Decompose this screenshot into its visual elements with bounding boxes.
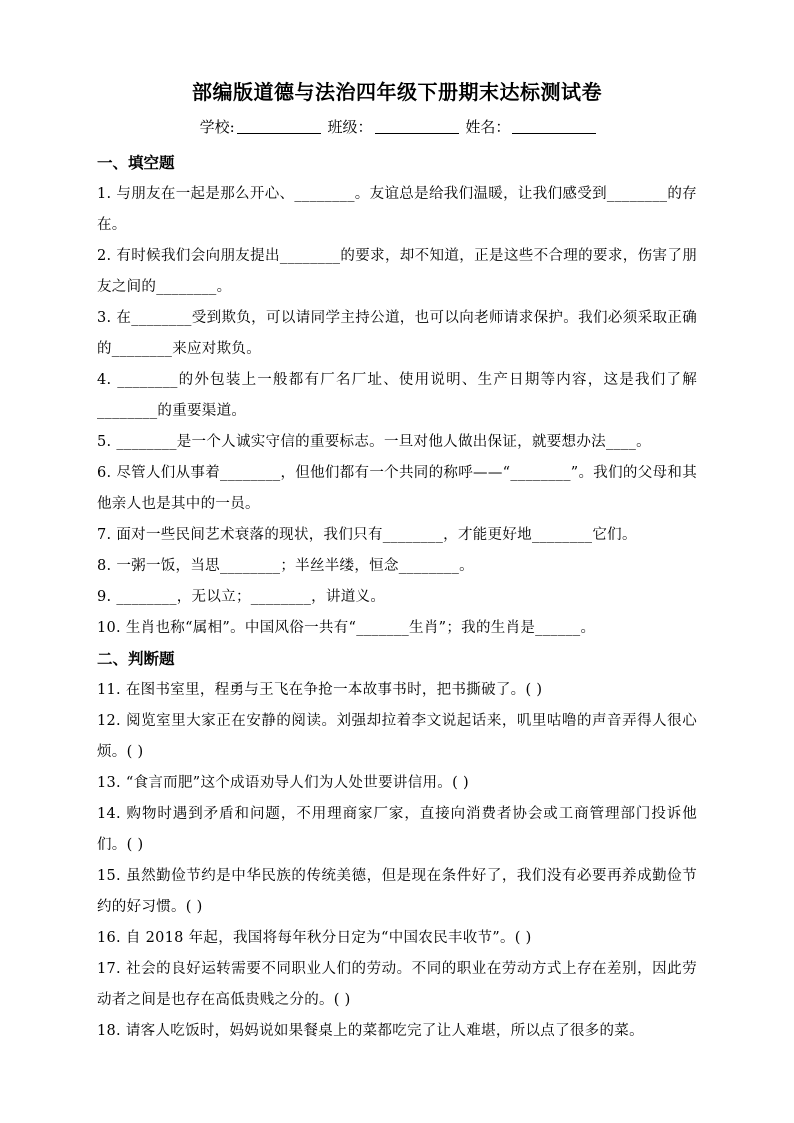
- section-heading-fill-in: 一、填空题: [97, 154, 175, 172]
- question-6: 6. 尽管人们从事着________，但他们都有一个共同的称呼——“________”。我们的父母和其他亲人也是其中的一员。: [97, 465, 697, 512]
- name-label: 姓名：: [465, 118, 511, 136]
- question-17: 17. 社会的良好运转需要不同职业人们的劳动。不同的职业在劳动方式上存在差别，因此劳动者之间是也存在高低贵贱之分的。( ): [97, 961, 697, 1008]
- question-12: 12. 阅览室里大家正在安静的阅读。刘强却拉着李文说起话来，叽里咕噜的声音弄得人很心烦。( ): [97, 713, 697, 760]
- document-title: 部编版道德与法治四年级下册期末达标测试卷: [192, 80, 602, 104]
- exam-content: [97, 148, 697, 1047]
- question-4: 4. ________的外包装上一般都有厂名厂址、使用说明、生产日期等内容，这是我们了解________的重要渠道。: [97, 372, 697, 419]
- question-14: 14. 购物时遇到矛盾和问题，不用理商家厂家，直接向消费者协会或工商管理部门投诉他们。( ): [97, 806, 697, 853]
- school-label: 学校:: [199, 118, 235, 136]
- question-9: 9. ________，无以立；________，讲道义。: [97, 589, 386, 605]
- school-blank[interactable]: [237, 117, 321, 134]
- question-16: 16. 自 2018 年起，我国将每年秋分日定为“中国农民丰收节”。( ): [97, 930, 532, 946]
- question-15: 15. 虽然勤俭节约是中华民族的传统美德，但是现在条件好了，我们没有必要再养成勤俭节约的好习惯。( ): [97, 868, 697, 915]
- question-7: 7. 面对一些民间艺术衰落的现状，我们只有________，才能更好地________它们。: [97, 527, 637, 543]
- student-info-line: [0, 116, 794, 137]
- question-3: 3. 在________受到欺负，可以请同学主持公道，也可以向老师请求保护。我们必须采取正确的________来应对欺负。: [97, 310, 697, 357]
- question-2: 2. 有时候我们会向朋友提出________的要求，却不知道，正是这些不合理的要求，伤害了朋友之间的________。: [97, 248, 697, 295]
- section-heading-true-false: 二、判断题: [97, 650, 175, 668]
- question-18: 18. 请客人吃饭时，妈妈说如果餐桌上的菜都吃完了让人难堪，所以点了很多的菜。: [97, 1023, 644, 1039]
- class-label: 班级：: [327, 118, 373, 136]
- question-13: 13. “食言而肥”这个成语劝导人们为人处世要讲信用。( ): [97, 775, 469, 791]
- name-blank[interactable]: [512, 117, 596, 134]
- question-5: 5. ________是一个人诚实守信的重要标志。一旦对他人做出保证，就要想办法____。: [97, 434, 651, 450]
- question-1: 1. 与朋友在一起是那么开心、________。友谊总是给我们温暖，让我们感受到________的存在。: [97, 186, 697, 233]
- question-11: 11. 在图书室里，程勇与王飞在争抢一本故事书时，把书撕破了。( ): [97, 682, 543, 698]
- question-8: 8. 一粥一饭，当思________；半丝半缕，恒念________。: [97, 558, 474, 574]
- class-blank[interactable]: [375, 117, 459, 134]
- question-10: 10. 生肖也称“属相”。中国风俗一共有“_______生肖”；我的生肖是______。: [97, 620, 596, 636]
